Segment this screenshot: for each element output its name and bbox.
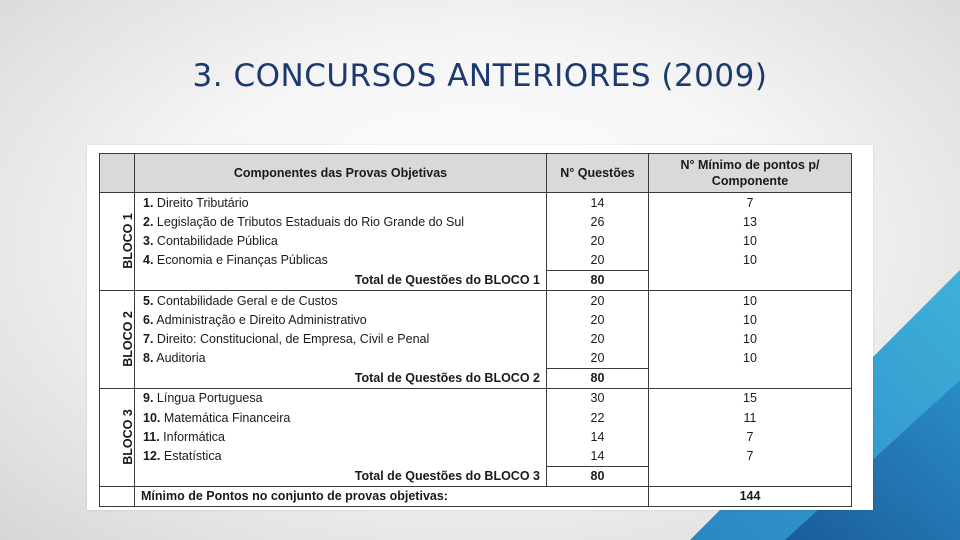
table-row [100, 408, 852, 427]
component-name-cell [135, 446, 547, 466]
table-row [100, 212, 852, 231]
exam-table-image [87, 145, 873, 510]
component-index: 1. [143, 195, 154, 210]
bloco-total-label: Total de Questões do BLOCO 1 [135, 270, 547, 290]
bloco-total-row [100, 368, 852, 388]
component-name-cell [135, 408, 547, 427]
component-name: Língua Portuguesa [156, 391, 263, 406]
final-blank-cell [100, 486, 135, 506]
table-row [100, 310, 852, 329]
component-name-cell [135, 231, 547, 250]
final-minimum-row [100, 486, 852, 506]
questoes-cell: 20 [547, 349, 649, 369]
questoes-cell: 20 [547, 231, 649, 250]
minimo-cell: 13 [649, 212, 852, 231]
component-name: Auditoria [156, 351, 206, 366]
bloco-total-minimo-empty [649, 368, 852, 388]
component-name: Legislação de Tributos Estaduais do Rio Grande do Sul [156, 214, 465, 229]
table-row [100, 251, 852, 271]
bloco-label-cell [100, 388, 135, 486]
bloco-total-row [100, 466, 852, 486]
component-index: 5. [143, 293, 154, 308]
questoes-cell: 20 [547, 290, 649, 310]
minimo-cell: 10 [649, 310, 852, 329]
table-row [100, 329, 852, 348]
component-name: Informática [163, 429, 226, 444]
table-row [100, 231, 852, 250]
component-name-cell [135, 290, 547, 310]
minimo-cell: 10 [649, 349, 852, 369]
minimo-cell: 15 [649, 388, 852, 408]
component-index: 7. [143, 331, 154, 346]
bloco-label: BLOCO 2 [120, 311, 135, 368]
component-name-cell [135, 349, 547, 369]
header-blank-cell [100, 154, 135, 193]
component-index: 6. [143, 312, 154, 327]
bloco-total-minimo-empty [649, 270, 852, 290]
component-index: 9. [143, 391, 154, 406]
component-name-cell [135, 427, 547, 446]
component-index: 10. [143, 410, 161, 425]
questoes-cell: 14 [547, 193, 649, 213]
questoes-cell: 20 [547, 329, 649, 348]
component-name-cell [135, 388, 547, 408]
final-minimum-value: 144 [649, 486, 852, 506]
minimo-cell: 10 [649, 231, 852, 250]
bloco-total-questoes: 80 [547, 466, 649, 486]
bloco-label: BLOCO 1 [120, 213, 135, 270]
minimo-cell: 7 [649, 446, 852, 466]
component-index: 8. [143, 351, 154, 366]
component-name-cell [135, 193, 547, 213]
table-row [100, 427, 852, 446]
questoes-cell: 14 [547, 446, 649, 466]
component-name: Direito: Constitucional, de Empresa, Civil e Penal [156, 331, 430, 346]
questoes-cell: 22 [547, 408, 649, 427]
component-name: Matemática Financeira [163, 410, 291, 425]
minimo-cell: 10 [649, 329, 852, 348]
header-componentes: Componentes das Provas Objetivas [135, 154, 547, 193]
component-name: Administração e Direito Administrativo [156, 312, 367, 327]
questoes-cell: 20 [547, 251, 649, 271]
table-row [100, 349, 852, 369]
final-minimum-label: Mínimo de Pontos no conjunto de provas objetivas: [135, 486, 649, 506]
minimo-cell: 7 [649, 193, 852, 213]
bloco-label: BLOCO 3 [120, 409, 135, 466]
questoes-cell: 30 [547, 388, 649, 408]
table-row [100, 446, 852, 466]
component-name-cell [135, 251, 547, 271]
bloco-total-questoes: 80 [547, 368, 649, 388]
questoes-cell: 26 [547, 212, 649, 231]
bloco-total-row [100, 270, 852, 290]
component-name-cell [135, 329, 547, 348]
component-name: Contabilidade Pública [156, 233, 278, 248]
minimo-cell: 10 [649, 251, 852, 271]
component-name: Economia e Finanças Públicas [156, 253, 328, 268]
bloco-total-label: Total de Questões do BLOCO 3 [135, 466, 547, 486]
component-index: 2. [143, 214, 154, 229]
component-index: 12. [143, 449, 161, 464]
component-name: Direito Tributário [156, 195, 249, 210]
questoes-cell: 20 [547, 310, 649, 329]
table-row [100, 193, 852, 213]
component-index: 11. [143, 429, 160, 444]
header-minimo: N° Mínimo de pontos p/ Componente [649, 154, 852, 193]
minimo-cell: 7 [649, 427, 852, 446]
table-row [100, 388, 852, 408]
bloco-label-cell [100, 290, 135, 388]
exam-components-table [99, 153, 852, 507]
bloco-total-questoes: 80 [547, 270, 649, 290]
slide-title: 3. CONCURSOS ANTERIORES (2009) [192, 58, 768, 94]
table-row [100, 290, 852, 310]
component-name: Contabilidade Geral e de Custos [156, 293, 338, 308]
bloco-label-cell [100, 193, 135, 291]
questoes-cell: 14 [547, 427, 649, 446]
bloco-total-minimo-empty [649, 466, 852, 486]
component-index: 3. [143, 233, 154, 248]
minimo-cell: 11 [649, 408, 852, 427]
bloco-total-label: Total de Questões do BLOCO 2 [135, 368, 547, 388]
component-name: Estatística [163, 449, 222, 464]
minimo-cell: 10 [649, 290, 852, 310]
component-name-cell [135, 212, 547, 231]
header-questoes: N° Questões [547, 154, 649, 193]
table-header-row [100, 154, 852, 193]
component-name-cell [135, 310, 547, 329]
component-index: 4. [143, 253, 154, 268]
